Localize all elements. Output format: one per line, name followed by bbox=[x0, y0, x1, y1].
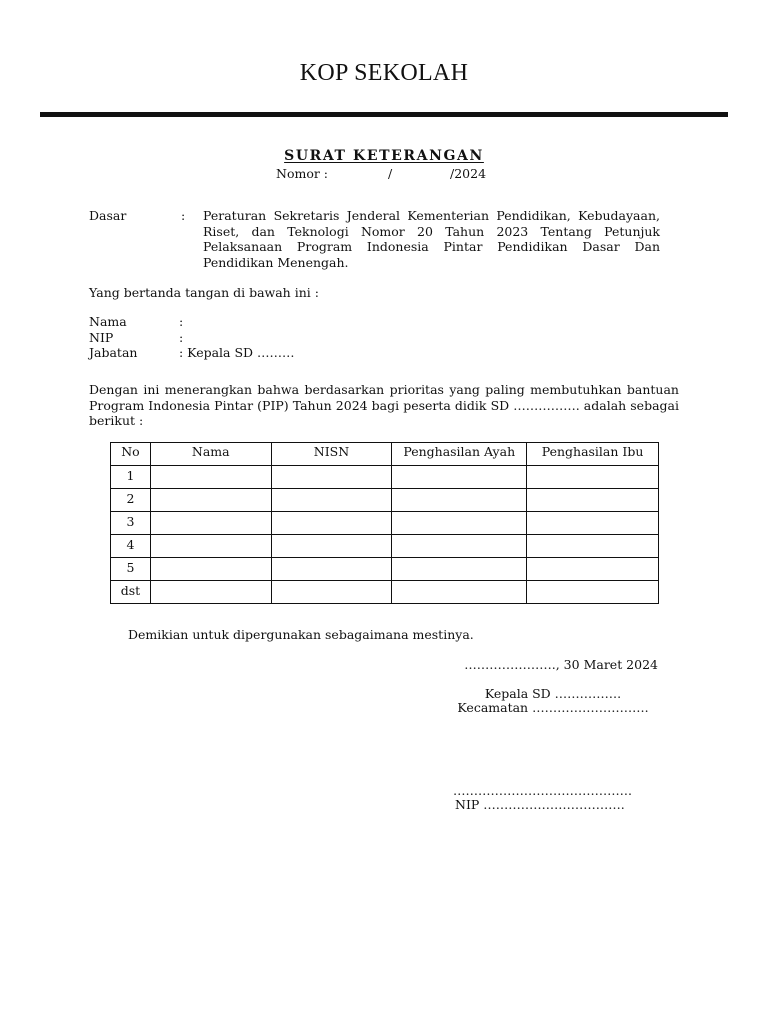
table-row bbox=[111, 535, 659, 558]
closing-text: Demikian untuk dipergunakan sebagaimana mestinya. bbox=[128, 627, 474, 642]
document-number-label: Nomor : bbox=[276, 166, 329, 181]
table-header-father-income: Penghasilan Ayah bbox=[392, 443, 527, 466]
row-number: 1 bbox=[111, 466, 151, 489]
table-header-no: No bbox=[111, 443, 151, 466]
document-title-text: SURAT KETERANGAN bbox=[284, 148, 484, 164]
cell-mother-income bbox=[527, 535, 659, 558]
table-header-nisn: NISN bbox=[271, 443, 392, 466]
cell-nisn bbox=[271, 466, 392, 489]
signer-position-label: Jabatan bbox=[89, 345, 138, 360]
table-row bbox=[111, 512, 659, 535]
cell-nisn bbox=[271, 581, 392, 604]
cell-nama bbox=[150, 466, 271, 489]
cell-nisn bbox=[271, 489, 392, 512]
cell-nama bbox=[150, 581, 271, 604]
cell-nisn bbox=[271, 535, 392, 558]
signature-place-date: …………………., 30 Maret 2024 bbox=[464, 657, 658, 672]
signature-district: Kecamatan ………………………. bbox=[457, 700, 649, 715]
document-number-year: /2024 bbox=[450, 166, 487, 181]
table-row bbox=[111, 558, 659, 581]
signature-name-line: ……………………………………. bbox=[453, 783, 632, 798]
cell-father-income bbox=[392, 512, 527, 535]
row-number: 4 bbox=[111, 535, 151, 558]
table-header-row bbox=[111, 443, 659, 466]
row-number: 5 bbox=[111, 558, 151, 581]
row-number: 3 bbox=[111, 512, 151, 535]
document-number-slash: / bbox=[388, 166, 393, 181]
cell-mother-income bbox=[527, 512, 659, 535]
dasar-colon: : bbox=[181, 208, 186, 223]
cell-mother-income bbox=[527, 489, 659, 512]
dasar-text: Peraturan Sekretaris Jenderal Kementerian Pendidikan, Kebudayaan, Riset, dan Teknologi Nomor 20 Tahun 2023 Tentang Petunjuk Pelaksanaan Program Indonesia Pintar Pendidikan Dasar Dan Pendidikan Menengah. bbox=[203, 208, 660, 270]
cell-mother-income bbox=[527, 466, 659, 489]
signer-name-value: : bbox=[179, 314, 184, 329]
statement-text: Dengan ini menerangkan bahwa berdasarkan prioritas yang paling membutuhkan bantuan Program Indonesia Pintar (PIP) Tahun 2024 bagi peserta didik SD ……………. adalah sebagai berikut : bbox=[89, 382, 679, 428]
cell-nama bbox=[150, 558, 271, 581]
cell-nisn bbox=[271, 512, 392, 535]
cell-father-income bbox=[392, 581, 527, 604]
cell-father-income bbox=[392, 535, 527, 558]
letterhead-title: KOP SEKOLAH bbox=[299, 60, 469, 86]
cell-nama bbox=[150, 489, 271, 512]
table-row bbox=[111, 489, 659, 512]
student-table bbox=[110, 442, 659, 604]
cell-nisn bbox=[271, 558, 392, 581]
table-header-mother-income: Penghasilan Ibu bbox=[527, 443, 659, 466]
signer-nip-label: NIP bbox=[89, 330, 114, 345]
signature-role: Kepala SD ……………. bbox=[484, 686, 622, 701]
cell-father-income bbox=[392, 489, 527, 512]
table-row bbox=[111, 466, 659, 489]
document-number bbox=[276, 166, 496, 182]
intro-text: Yang bertanda tangan di bawah ini : bbox=[89, 285, 319, 300]
row-number: dst bbox=[111, 581, 151, 604]
cell-nama bbox=[150, 512, 271, 535]
cell-father-income bbox=[392, 558, 527, 581]
cell-nama bbox=[150, 535, 271, 558]
cell-mother-income bbox=[527, 558, 659, 581]
dasar-label: Dasar bbox=[89, 208, 127, 223]
cell-mother-income bbox=[527, 581, 659, 604]
cell-father-income bbox=[392, 466, 527, 489]
table-row bbox=[111, 581, 659, 604]
signature-nip: NIP ……………………………. bbox=[455, 797, 625, 812]
signer-position-value: : Kepala SD ……… bbox=[179, 345, 295, 360]
table-header-nama: Nama bbox=[150, 443, 271, 466]
letterhead-divider bbox=[40, 112, 728, 117]
row-number: 2 bbox=[111, 489, 151, 512]
signer-nip-value: : bbox=[179, 330, 184, 345]
document-title bbox=[0, 148, 768, 164]
signer-name-label: Nama bbox=[89, 314, 127, 329]
